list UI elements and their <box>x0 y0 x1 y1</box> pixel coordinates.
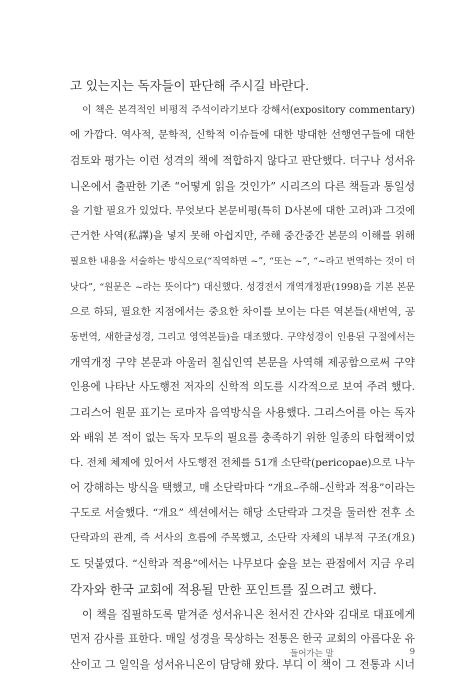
text-line: 먼저 감사를 표한다. 매일 성경을 묵상하는 전통은 한국 교회의 아름다운 유 <box>70 633 415 646</box>
text-line: 에 가깝다. 역사적, 문학적, 신학적 이슈들에 대한 방대한 선행연구들에 대한 <box>70 129 415 142</box>
text-line: 검토와 평가는 이런 성격의 책에 적합하지 않다고 판단했다. 더구나 성서유 <box>70 154 415 167</box>
text-line: 으로 하되, 필요한 지점에서는 중요한 차이를 보이는 다른 역본들(새번역, 공 <box>70 305 415 318</box>
text-line: 어 강해하는 방식을 택했고, 매 소단락마다 “개요–주해–신학과 적용”이라는 <box>70 482 415 494</box>
text-line: 다. 전체 체제에 있어서 사도행전 전체를 51개 소단락(pericopae)으로 나누 <box>70 456 415 469</box>
page-number: 9 <box>409 647 415 657</box>
text-line: 낫다”, “원문은 ~라는 뜻이다”) 대신했다. 성경전서 개역개정판(1998)을 기본 본문 <box>70 281 415 293</box>
text-line: 그리스어 원문 표기는 로마자 음역방식을 사용했다. 그리스어를 아는 독자 <box>70 406 415 420</box>
text-line: 동번역, 새한글성경, 그리고 영역본들)을 대조했다. 구약성경이 인용된 구절에서는 <box>70 331 415 343</box>
text-line: 각자와 한국 교회에 적용될 만한 포인트를 짚으려고 했다. <box>70 581 377 597</box>
text-line: 와 배워 본 적이 없는 독자 모두의 필요를 충족하기 위한 일종의 타협책이었 <box>70 431 415 444</box>
text-line: 단락과의 관계, 즉 서사의 흐름에 주목했고, 소단락 자체의 내부적 구조(개요) <box>70 533 415 545</box>
running-section-title: 들어가는 말 <box>290 649 334 659</box>
text-line: 이 책을 집필하도록 맡겨준 성서유니온 천서진 간사와 김대로 대표에게 <box>82 607 415 621</box>
text-line: 인용에 나타난 사도행전 저자의 신학적 의도를 시각적으로 보여 주려 했다. <box>70 381 415 394</box>
text-line: 필요한 내용을 서술하는 방식으로(“직역하면 ~”, “또는 ~”, “~라고 번역하는 것이 더 <box>70 256 415 268</box>
text-line: 고 있는지는 독자들이 판단해 주시길 바란다. <box>70 78 310 93</box>
text-line: 근거한 사역(私譯)을 넣지 못해 아쉽지만, 주해 중간중간 본문의 이해를 위해 <box>70 230 415 243</box>
text-line: 도 덧붙였다. “신학과 적용”에서는 나무보다 숲을 보는 관점에서 지금 우리 <box>70 557 415 570</box>
text-line: 을 기할 필요가 있었다. 무엇보다 본문비평(특히 D사본에 대한 고려)과 그것에 <box>70 205 415 217</box>
body-text <box>70 73 415 678</box>
text-line: 니온에서 출판한 기존 “어떻게 읽을 것인가” 시리즈의 다른 책들과 통일성 <box>70 179 415 193</box>
text-line: 이 책은 본격적인 비평적 주석이라기보다 강해서(expository commentary) <box>82 105 415 117</box>
text-line: 개역개정 구약 본문과 아울러 칠십인역 본문을 사역해 제공함으로써 구약 <box>70 356 415 370</box>
text-line: 산이고 그 일익을 성서유니온이 담당해 왔다. 부디 이 책이 그 전통과 시너 <box>70 658 415 672</box>
text-line: 구도로 서술했다. “개요” 섹션에서는 해당 소단락과 그것을 둘러싼 전후 소 <box>70 507 415 520</box>
page-footer <box>290 647 415 659</box>
